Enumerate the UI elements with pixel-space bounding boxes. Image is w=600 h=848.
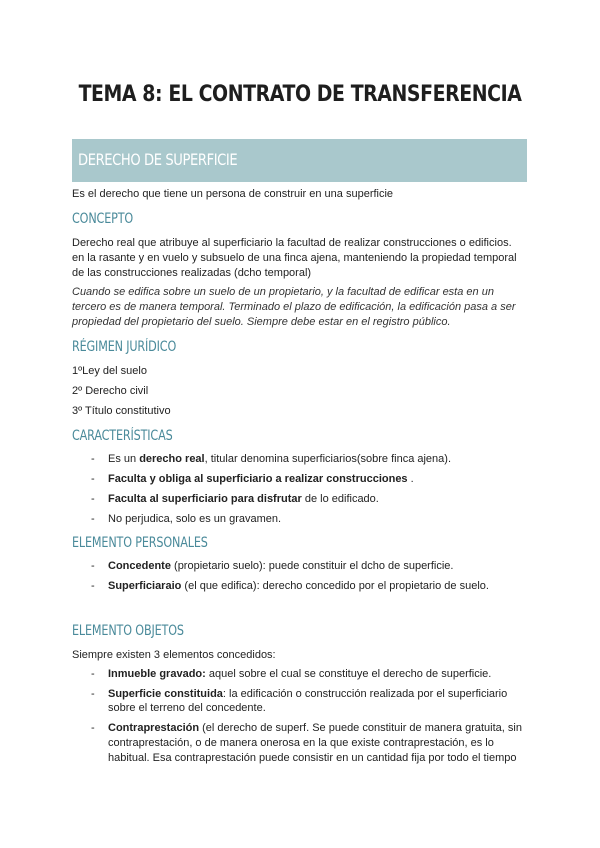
heading-caracteristicas: CARACTERÍSTICAS: [72, 428, 173, 444]
concepto-line: en la rasante y en vuelo y subsuelo de una finca ajena, manteniendo la propiedad temporal: [72, 252, 517, 264]
heading-personales: ELEMENTO PERSONALES: [72, 535, 208, 551]
bullet-dash: -: [91, 722, 95, 734]
caracteristica-item: Es un derecho real, titular denomina superficiarios(sobre finca ajena).: [108, 453, 452, 465]
objeto-item-continuation: contraprestación, o de manera onerosa en la que existe contraprestación, es lo: [108, 737, 494, 749]
bullet-dash: -: [91, 668, 95, 680]
objeto-item-continuation: habitual. Esa contraprestación puede consistir en un cantidad fija por todo el tiempo: [108, 752, 517, 764]
bullet-dash: -: [91, 513, 95, 525]
personal-item: Superficiaraio (el que edifica): derecho concedido por el propietario de suelo.: [108, 580, 489, 592]
page-title: TEMA 8: EL CONTRATO DE TRANSFERENCIA: [78, 82, 522, 107]
concepto-line: Derecho real que atribuye al superficiario la facultad de realizar construcciones o edificios.: [72, 237, 512, 249]
personal-item: Concedente (propietario suelo): puede constituir el dcho de superficie.: [108, 560, 454, 572]
objetos-intro: Siempre existen 3 elementos concedidos:: [72, 649, 276, 661]
section-banner: [72, 139, 527, 182]
regimen-item: 1ºLey del suelo: [72, 365, 147, 377]
heading-objetos: ELEMENTO OBJETOS: [72, 623, 184, 639]
bullet-dash: -: [91, 580, 95, 592]
concepto-line: de las construcciones realizadas (dcho temporal): [72, 267, 312, 279]
objeto-item-continuation: sobre el terreno del concedente.: [108, 702, 266, 714]
banner-text: DERECHO DE SUPERFICIE: [78, 150, 238, 169]
concepto-italic-line: Cuando se edifica sobre un suelo de un propietario, y la facultad de edificar esta en un: [72, 286, 494, 298]
objeto-item: Superficie constituida: la edificación o construcción realizada por el superficiario: [108, 688, 508, 700]
heading-regimen: RÉGIMEN JURÍDICO: [72, 339, 177, 355]
concepto-italic-line: tercero es de manera temporal. Terminado el plazo de edificación, la edificación pasa a ser: [72, 301, 516, 313]
regimen-item: 2º Derecho civil: [72, 385, 149, 397]
caracteristica-item: Faculta al superficiario para disfrutar de lo edificado.: [108, 493, 379, 505]
bullet-dash: -: [91, 493, 95, 505]
bullet-dash: -: [91, 453, 95, 465]
regimen-item: 3º Título constitutivo: [72, 405, 171, 417]
heading-concepto: CONCEPTO: [72, 211, 134, 227]
bullet-dash: -: [91, 473, 95, 485]
intro-text: Es el derecho que tiene un persona de construir en una superficie: [72, 188, 394, 200]
objeto-item: Contraprestación (el derecho de superf. Se puede constituir de manera gratuita, sin: [108, 722, 522, 734]
caracteristica-item: Faculta y obliga al superficiario a realizar construcciones .: [108, 473, 414, 485]
bullet-dash: -: [91, 560, 95, 572]
concepto-italic-line: propiedad del propietario del suelo. Siempre debe estar en el registro público.: [72, 316, 451, 328]
caracteristica-item: No perjudica, solo es un gravamen.: [108, 513, 282, 525]
objeto-item: Inmueble gravado: aquel sobre el cual se constituye el derecho de superficie.: [108, 668, 492, 680]
bullet-dash: -: [91, 688, 95, 700]
